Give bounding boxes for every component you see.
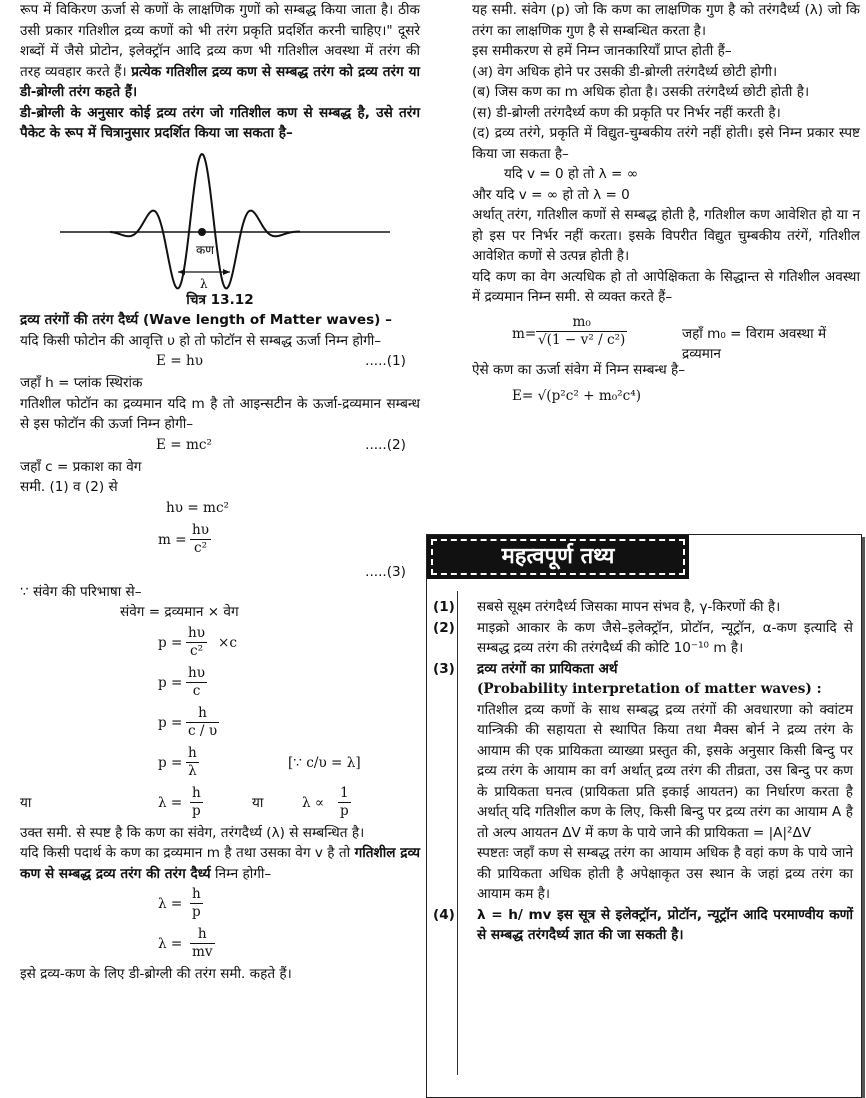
particle-label: कण <box>196 242 214 257</box>
facts-list <box>433 597 853 946</box>
momentum-definition: ∵ संवेग की परिभाषा से– <box>20 583 142 600</box>
debroglie-packet-text: डी-ब्रोग्ली के अनुसार कोई द्रव्य तरंग जो गतिशील कण से सम्बद्ध है, उसे तरंग पैकेट के रूप में चित्रानुसार प्रदर्शित किया जा सकता है– <box>20 104 420 141</box>
intro-text: रूप में विकिरण ऊर्जा से कणों के लाक्षणिक गुणों को सम्बद्ध किया जाता है। ठीक उसी प्रकार गतिशील द्रव्य कणों को भी तरंग प्रकृति प्रदर्शित करनी चाहिए।" दूसरे शब्दों में जैसे प्रोटोन, इलेक्ट्रॉन आदि द्रव्य कण भी गतिशील अवस्था में तरंग की तरह व्यवहार करते हैं। प्रत्येक गतिशील द्रव्य कण से सम्बद्ध तरंग को द्रव्य तरंग या डी-ब्रोग्ली तरंग कहते हैं। <box>20 2 421 100</box>
relativity-text: यदि कण का वेग अत्यधिक हो तो आपेक्षिकता के सिद्धान्त से गतिशील अवस्था में द्रव्यमान निम्न समी. से व्यक्त करते हैं– <box>472 268 860 305</box>
point-s: (स) डी-ब्रोग्ली तरंगदैर्ध्य कण की प्रकृति पर निर्भर नहीं करती है। <box>472 104 781 121</box>
fact-item: (3) द्रव्य तरंगों का प्रायिकता अर्थ (Probability interpretation of matter waves) : गतिशील द्रव्य कणों के साथ सम्बद्ध द्रव्य तरंगों की अवधारणा को क्वांटम यान्त्रिकी की सहायता से स्थापित किया तथा मैक्स बोर्न ने द्रव्य तरंग के आयाम की एक प्रायिकता व्याख्या प्रस्तुत की, इसके अनुसार किसी बिन्दु पर द्रव्य तरंग के आयाम का वर्ग अर्थात् द्रव्य तरंग की तीव्रता, उस बिन्दु पर कण के प्रायिकता घनत्व (प्रायिकता प्रति इकाई आयतन) का निर्धारण करता है अर्थात् यदि गतिशील कण के लिए, किसी बिन्दु पर द्रव्य तरंग का आयाम A है तो अल्प आयतन ΔV में कण के पाये जाने की प्रायिकता = |A|²ΔV स्पष्टतः जहाँ कण से सम्बद्ध तरंग का आयाम अधिक है वहां कण के पाये जाने की प्रायिकता अधिक होती है अपेक्षाकृत उस स्थान के जहां द्रव्य तरंग का आयाम कम है। <box>433 660 853 902</box>
section-heading-wavelength: द्रव्य तरंगों की तरंग दैर्ध्य (Wave length of Matter waves) – <box>20 312 392 328</box>
figure-caption: चित्र 13.12 <box>186 291 254 308</box>
equation-hu-mc2: hυ = mc² <box>166 499 230 516</box>
identity-note: [∵ c/υ = λ] <box>288 754 361 771</box>
light-speed-note: जहाँ c = प्रकाश का वेग <box>20 458 142 475</box>
lambda-label: λ <box>200 276 208 291</box>
planck-note: जहाँ h = प्लांक स्थिरांक <box>20 375 143 391</box>
mass-equation: m= $\frac{\text{m₀}}{\text{√(1 − v² / c²)}}$ जहाँ m₀ = विराम अवस्था में द्रव्यमान <box>472 308 860 360</box>
equation-3: .....(3) <box>365 563 406 580</box>
equation-p3: p = $\frac{h}{c / \upsilon}$ <box>158 704 218 739</box>
equation-lambda-hp: λ = $\frac{h}{p}$ <box>158 886 201 920</box>
facts-heading: महत्वपूर्ण तथ्य <box>427 535 689 579</box>
conclusion-text: उक्त समी. से स्पष्ट है कि कण का संवेग, तरंगदैर्ध्य (λ) से सम्बन्धित है। <box>20 824 365 841</box>
left-column <box>20 0 420 985</box>
point-d: (द) द्रव्य तरंगे, प्रकृति में विद्युत-चुम्बकीय तरंगे नहीं होती। इसे निम्न प्रकार स्पष्ट किया जा सकता है– <box>472 125 860 162</box>
equation-lambda: या λ = $\frac{h}{p}$ या λ ∝ $\frac{1}{p}$ <box>20 784 349 819</box>
rest-mass-note: जहाँ m₀ = विराम अवस्था में द्रव्यमान <box>682 325 827 362</box>
wave-packet-diagram <box>60 144 390 294</box>
equation-1: E = hυ .....(1) <box>156 353 406 369</box>
energy-equation: E= √(p²c² + m₀²c⁴) <box>512 388 642 404</box>
matter-wave-definition: प्रत्येक गतिशील द्रव्य कण से सम्बद्ध तरंग को द्रव्य तरंग या डी-ब्रोग्ली तरंग कहते हैं। <box>20 63 421 100</box>
em-wave-text: अर्थात् तरंग, गतिशील कणों से सम्बद्ध होती है, गतिशील कण आवेशित हो या न हो इस पर निर्भर नहीं करता। इसके विपरीत विद्युत चुम्बकीय तरंगें, गतिशील आवेशित कणों से उत्पन्न होती है। <box>472 207 860 264</box>
info-text: इस समीकरण से हमें निम्न जानकारियाँ प्राप्त होती हैं– <box>472 43 732 59</box>
equation-lambda-hmv: λ = $\frac{h}{mv}$ <box>158 926 213 960</box>
fact-item: (4) λ = h/ mv इस सूत्र से इलेक्ट्रॉन, प्रोटॉन, न्यूट्रॉन आदि परमाण्वीय कणों से सम्बद्ध तरंगदैर्ध्य ज्ञात की जा सकती है। <box>433 906 853 943</box>
particle-text: यदि किसी पदार्थ के कण का द्रव्यमान m है तथा उसका वेग v है तो गतिशील द्रव्य कण से सम्बद्ध द्रव्य तरंग की तरंग दैर्ध्य निम्न होगी– <box>20 845 421 882</box>
right-column <box>472 0 860 410</box>
photon-energy-text: यदि किसी फोटोन की आवृत्ति υ हो तो फोटॉन से सम्बद्ध ऊर्जा निम्न होगी– <box>20 332 382 349</box>
from-eq-text: समी. (1) व (2) से <box>20 479 118 495</box>
fact-item: (2) माइक्रो आकार के कण जैसे–इलेक्ट्रॉन, प्रोटॉन, न्यूट्रॉन, α-कण इत्यादि से सम्बद्ध द्रव्य तरंग की तरंगदैर्ध्य की कोटि 10⁻¹⁰ m है। <box>433 619 853 656</box>
point-b: (ब) जिस कण का m अधिक होता है। उसकी तरंगदैर्ध्य छोटी होती है। <box>472 84 810 100</box>
equation-2: E = mc² .....(2) <box>156 436 406 453</box>
equation-p2: p = $\frac{h\upsilon}{c}$ <box>158 664 206 699</box>
condition-2: और यदि v = ∞ हो तो λ = 0 <box>472 186 630 203</box>
fact-item: (1) सबसे सूक्ष्म तरंगदैर्ध्य जिसका मापन संभव है, γ-किरणों की है। <box>433 599 781 615</box>
point-a: (अ) वेग अधिक होने पर उसकी डी-ब्रोग्ली तरंगदैर्ध्य छोटी होगी। <box>472 63 778 80</box>
relation-text: यह समी. संवेग (p) जो कि कण का लाक्षणिक गुण है को तरंगदैर्ध्य (λ) जो कि तरंग का लाक्षणिक गुण है से सम्बन्धित करता है। <box>472 2 860 39</box>
debroglie-equation-text: इसे द्रव्य-कण के लिए डी-ब्रोग्ली की तरंग समी. कहते हैं। <box>20 966 292 982</box>
energy-relation-text: ऐसे कण का ऊर्जा संवेग में निम्न सम्बन्ध है– <box>472 361 686 378</box>
equation-m: m = $\frac{h\upsilon}{\text{c²}}$ <box>158 521 210 556</box>
momentum-formula: संवेग = द्रव्यमान × वेग <box>120 604 239 620</box>
important-facts-box <box>426 534 862 1098</box>
equation-p4: p = $\frac{h}{\lambda}$ [∵ c/υ = λ] <box>158 744 361 779</box>
condition-1: यदि v = 0 हो तो λ = ∞ <box>504 166 639 182</box>
einstein-text: गतिशील फोटॉन का द्रव्यमान यदि m है तो आइन्सटीन के ऊर्जा-द्रव्यमान सम्बन्ध से इस फोटॉन की ऊर्जा निम्न होगी– <box>20 395 420 432</box>
equation-p1: p = $\frac{h\upsilon}{\text{c²}}$ ×c <box>158 624 238 659</box>
wave-packet-figure <box>20 144 420 294</box>
